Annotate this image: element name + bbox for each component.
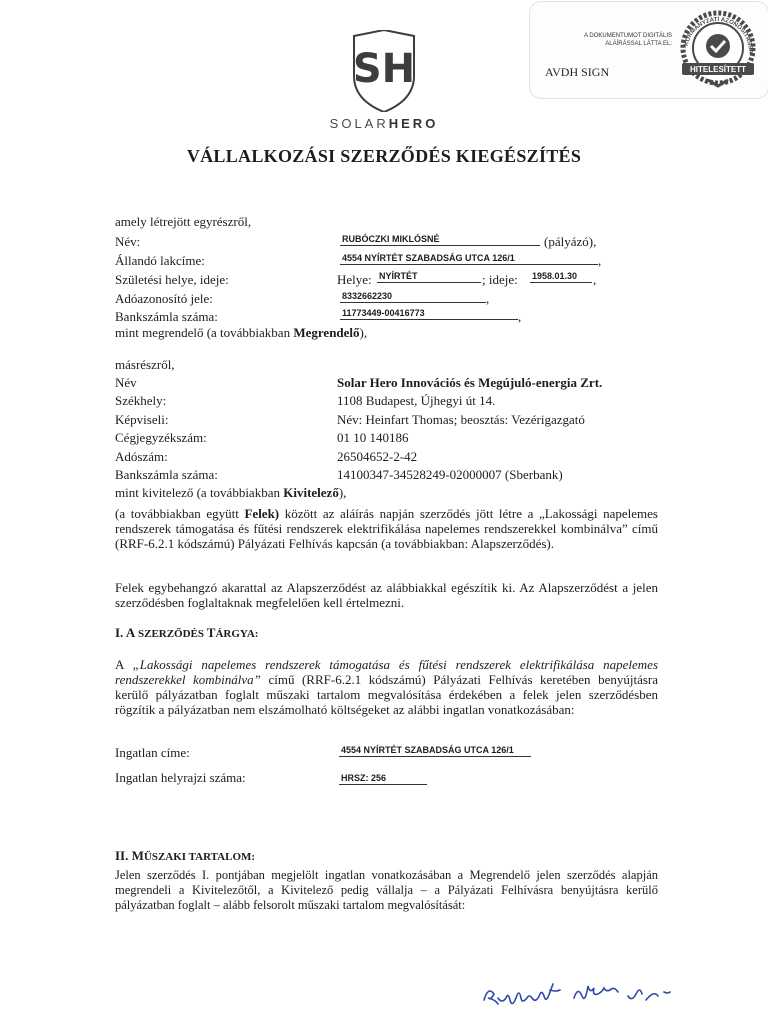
seal-label: HITELESÍTETT	[690, 65, 746, 74]
applicant-tax-label: Adóazonosító jele:	[115, 291, 213, 306]
section-2-text: Jelen szerződés I. pontjában megjelölt ingatlan vonatkozásában a Megrendelő jelen szerződés alapján megrendeli a Kivitelezőtől, a Kivitelező pedig vállalja – a Pályázati Felhívásra benyújtásra kerülő pályázatban foglalt – alább felsorolt műszaki tartalom megvalósítását:	[115, 868, 658, 912]
applicant-name-label: Név:	[115, 234, 141, 249]
contractor-rep-value: Név: Heinfart Thomas; beosztás: Vezérigazgató	[337, 412, 585, 427]
supplement-paragraph: Felek egybehangzó akarattal az Alapszerződést az alábbiakkal egészítik ki. Az Alapszerződést a jelen szerződésben foglaltaknak megfelelően kell értelmezni.	[115, 580, 658, 610]
applicant-name-value: RUBÓCZKI MIKLÓSNÉ	[340, 233, 540, 246]
applicant-tax-value: 8332662230	[340, 290, 486, 303]
contractor-name-label: Név	[115, 375, 137, 390]
property-plot-label: Ingatlan helyrajzi száma:	[115, 770, 246, 785]
contractor-bank-value: 14100347-34528249-02000007 (Sberbank)	[337, 467, 563, 482]
applicant-bank-label: Bankszámla száma:	[115, 309, 218, 324]
contractor-seat-value: 1108 Budapest, Újhegyi út 14.	[337, 393, 496, 408]
authentication-seal-icon	[674, 8, 762, 96]
contractor-reg-label: Cégjegyzékszám:	[115, 430, 207, 445]
stamp-signer: AVDH SIGN	[545, 65, 610, 79]
handwritten-signature	[478, 976, 678, 1012]
contractor-name-value: Solar Hero Innovációs és Megújuló-energia Zrt.	[337, 375, 603, 390]
intro-text: amely létrejött egyrészről,	[115, 214, 252, 229]
birth-date-value: 1958.01.30	[530, 270, 592, 283]
document-title: VÁLLALKOZÁSI SZERZŐDÉS KIEGÉSZÍTÉS	[186, 146, 582, 166]
contractor-tax-value: 26504652-2-42	[337, 449, 418, 464]
contractor-reg-value: 01 10 140186	[337, 430, 409, 445]
seal-ring-text: KORMÁNYZATI AZONOSÍTÁSSA	[683, 16, 754, 54]
contractor-bank-label: Bankszámla száma:	[115, 467, 218, 482]
customer-role-text: mint megrendelő (a továbbiakban Megrendelő),	[115, 325, 368, 340]
applicant-birth-label: Születési helye, ideje:	[115, 272, 229, 287]
birth-suffix: ,	[593, 272, 597, 287]
agreement-paragraph: (a továbbiakban együtt Felek) között az aláírás napján szerződés jött létre a „Lakossági napelemes rendszerek támogatása és fűtési rendszerek elektrifikálása napelemes rendszerekkel kombinálva” című (RRF-6.2.1 kódszámú) Pályázati Felhívás kapcsán (a továbbiakban: Alapszerződés).	[115, 506, 658, 551]
applicant-address-suffix: ,	[598, 253, 602, 268]
logo-monogram: SH	[352, 46, 416, 92]
section-2-heading: II. MŰSZAKI TARTALOM:	[115, 848, 256, 863]
stamp-note: A DOKUMENTUMOT DIGITÁLIS ALÁÍRÁSSAL LÁTTA EL:	[584, 33, 672, 47]
applicant-address-value: 4554 NYÍRTÉT SZABADSÁG UTCA 126/1	[340, 252, 598, 265]
birth-place-label: Helye:	[337, 272, 372, 287]
applicant-bank-value: 11773449-00416773	[340, 307, 518, 320]
applicant-tax-suffix: ,	[486, 291, 490, 306]
section-1-heading: I. A SZERZŐDÉS TÁRGYA:	[115, 625, 259, 640]
solarhero-logo-icon	[350, 30, 418, 112]
brand-name: SOLARHERO	[329, 116, 439, 131]
birth-place-value: NYÍRTÉT	[377, 270, 481, 283]
contractor-tax-label: Adószám:	[115, 449, 168, 464]
applicant-address-label: Állandó lakcíme:	[115, 253, 205, 268]
property-address-label: Ingatlan címe:	[115, 745, 190, 760]
contractor-rep-label: Képviseli:	[115, 412, 169, 427]
section-1-text: A „Lakossági napelemes rendszerek támogatása és fűtési rendszerek elektrifikálása napelemes rendszerekkel kombinálva” című (RRF-6.2.1 kódszámú) Pályázati Felhívás keretében benyújtásra kerülő pályázatban foglalt műszaki tartalom megvalósítása érdekében a felek jelen szerződésben rögzítik a pályázatban nem elszámolható költségeket az alábbi ingatlan vonatkozásában:	[115, 657, 659, 717]
contractor-role-text: mint kivitelező (a továbbiakban Kivitelező),	[115, 485, 347, 500]
contractor-seat-label: Székhely:	[115, 393, 167, 408]
applicant-bank-suffix: ,	[518, 309, 522, 324]
applicant-name-suffix: (pályázó),	[544, 234, 597, 249]
birth-date-label: ; ideje:	[482, 272, 518, 287]
contractor-intro: másrészről,	[115, 357, 175, 372]
property-address-value: 4554 NYÍRTÉT SZABADSÁG UTCA 126/1	[339, 744, 531, 757]
digital-signature-stamp	[529, 1, 768, 99]
property-plot-value: HRSZ: 256	[339, 772, 427, 785]
